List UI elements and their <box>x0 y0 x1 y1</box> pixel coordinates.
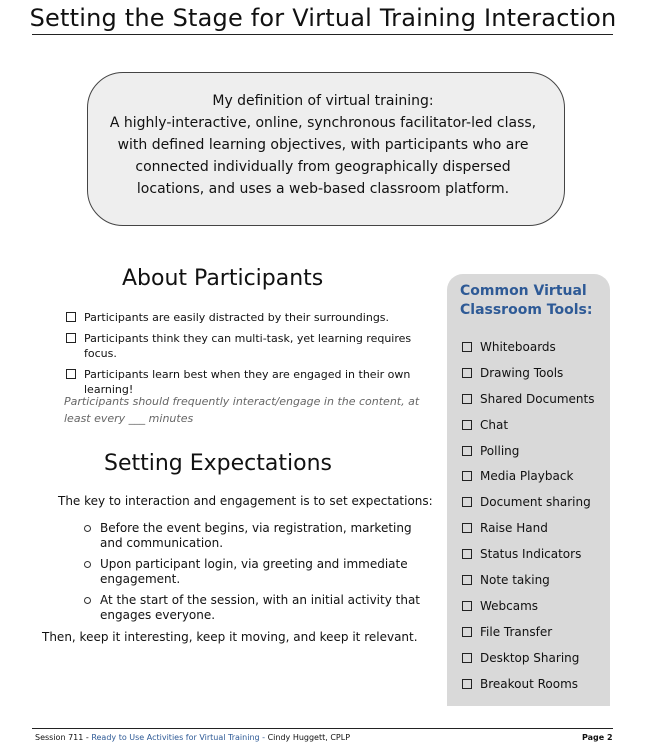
footer <box>35 733 350 742</box>
checkbox-icon <box>462 679 472 689</box>
tool-item-label: Drawing Tools <box>480 365 564 380</box>
tool-item-label: Status Indicators <box>480 547 582 562</box>
tool-item-label: Whiteboards <box>480 340 556 354</box>
tool-item <box>462 623 594 649</box>
tool-item <box>462 390 594 416</box>
checklist-item-text: Participants think they can multi-task, yet learning requires focus. <box>84 332 412 360</box>
participants-checklist <box>64 310 444 403</box>
checklist-item <box>64 331 444 361</box>
tool-item-label: Webcams <box>480 598 539 613</box>
checkbox-icon <box>462 523 472 533</box>
footer-author: Cindy Huggett, CPLP <box>267 733 351 742</box>
checkbox-icon <box>462 471 472 481</box>
definition-heading: My definition of virtual training: <box>212 93 434 109</box>
tool-item-label: Breakout Rooms <box>480 676 579 691</box>
tools-title-line: Classroom Tools: <box>460 302 593 318</box>
checkbox-icon <box>462 575 472 585</box>
bullet-circle-icon <box>84 561 91 568</box>
checklist-item-text: Participants are easily distracted by their surroundings. <box>84 311 390 324</box>
tools-sidebar-title <box>460 282 592 320</box>
setting-expectations-heading: Setting Expectations <box>104 451 332 476</box>
tool-item-label: Chat <box>480 417 509 432</box>
tool-item <box>462 545 594 571</box>
tool-item <box>462 675 594 701</box>
tool-item-label: File Transfer <box>480 624 553 639</box>
checkbox-icon <box>462 446 472 456</box>
tool-item-label: Polling <box>480 443 520 458</box>
tool-item <box>462 597 594 623</box>
checkbox-icon <box>462 342 472 352</box>
tools-checklist <box>462 338 594 700</box>
about-participants-heading: About Participants <box>122 266 324 291</box>
tool-item <box>462 493 594 519</box>
checkbox-icon <box>462 601 472 611</box>
checkbox-icon <box>462 549 472 559</box>
checkbox-icon <box>462 394 472 404</box>
bullet-item-text: Upon participant login, via greeting and immediate engagement. <box>100 557 408 586</box>
tools-title-line: Common Virtual <box>460 283 587 299</box>
tool-item <box>462 338 594 364</box>
footer-course-title: Ready to Use Activities for Virtual Training <box>91 733 260 742</box>
tool-item <box>462 519 594 545</box>
checklist-item-text: Participants learn best when they are engaged in their own learning! <box>84 368 411 396</box>
definition-line: with defined learning objectives, with participants who are <box>117 137 529 153</box>
tool-item-label: Note taking <box>480 573 550 588</box>
definition-text <box>0 90 646 200</box>
bullet-circle-icon <box>84 597 91 604</box>
bullet-item <box>84 593 424 623</box>
bullet-circle-icon <box>84 525 91 532</box>
definition-line: connected individually from geographically dispersed <box>135 159 511 175</box>
bullet-item <box>84 521 424 551</box>
footer-session: Session 711 - <box>35 733 89 742</box>
title-divider <box>32 34 613 35</box>
tool-item <box>462 649 594 675</box>
tool-item-label: Media Playback <box>480 469 574 484</box>
tool-item <box>462 467 594 493</box>
tool-item-label: Shared Documents <box>480 391 595 406</box>
checkbox-icon <box>462 368 472 378</box>
checkbox-icon <box>462 653 472 663</box>
footer-divider <box>32 728 613 729</box>
page-title: Setting the Stage for Virtual Training Interaction <box>29 4 617 32</box>
tool-item-label: Raise Hand <box>480 521 548 536</box>
checkbox-icon <box>462 497 472 507</box>
tool-item-label: Desktop Sharing <box>480 650 580 665</box>
expectations-intro: The key to interaction and engagement is to set expectations: <box>58 494 433 508</box>
checkbox-icon <box>66 333 76 343</box>
checklist-item <box>64 310 444 325</box>
tool-item <box>462 416 594 442</box>
definition-line: locations, and uses a web-based classroom platform. <box>136 181 510 197</box>
tool-item <box>462 571 594 597</box>
participants-note: Participants should frequently interact/engage in the content, at least every ___ minutes <box>64 395 420 425</box>
footer-page-number: Page 2 <box>582 733 613 742</box>
expectations-bullets <box>84 521 424 629</box>
checkbox-icon <box>462 420 472 430</box>
tool-item-label: Document sharing <box>480 495 591 510</box>
bullet-item-text: Before the event begins, via registration, marketing and communication. <box>100 521 412 550</box>
checkbox-icon <box>462 627 472 637</box>
expectations-closing: Then, keep it interesting, keep it moving, and keep it relevant. <box>42 630 418 644</box>
definition-line: A highly-interactive, online, synchronous facilitator-led class, <box>109 115 537 131</box>
checkbox-icon <box>66 369 76 379</box>
checkbox-icon <box>66 312 76 322</box>
tool-item <box>462 364 594 390</box>
footer-separator: - <box>262 733 266 742</box>
bullet-item <box>84 557 424 587</box>
tool-item <box>462 442 594 468</box>
bullet-item-text: At the start of the session, with an initial activity that engages everyone. <box>100 593 421 622</box>
